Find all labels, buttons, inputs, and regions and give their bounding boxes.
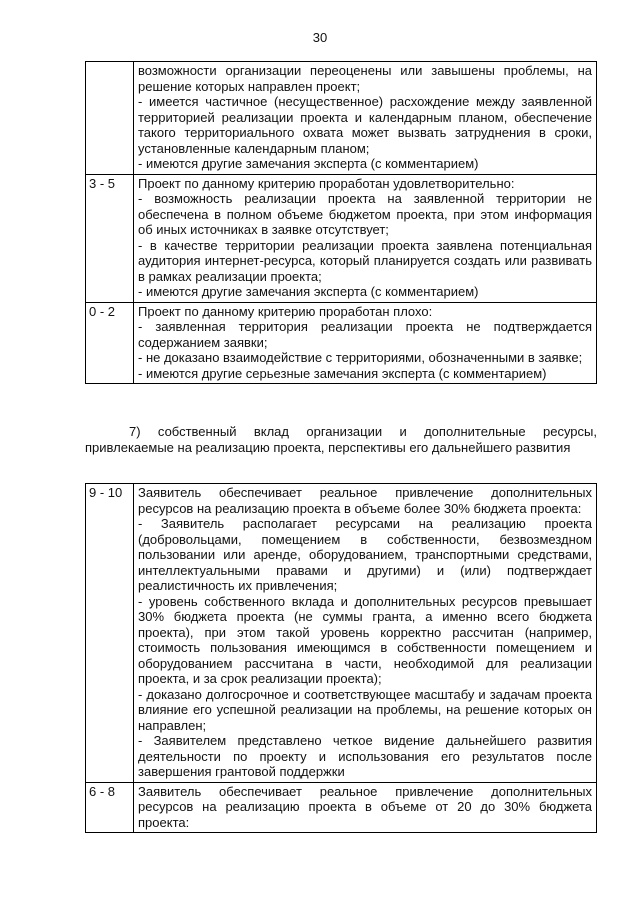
table-row: [86, 782, 597, 833]
description-line: - в качестве территории реализации проекта заявлена потенциальная аудитория интернет-ресурса, который планируется создать или развивать в рамках реализации проекта;: [138, 237, 592, 284]
description-line: - имеются другие серьезные замечания эксперта (с комментарием): [138, 365, 547, 381]
table-row: [86, 174, 597, 302]
score-cell: [86, 62, 134, 175]
description-cell: [134, 302, 597, 384]
description-line: Заявитель обеспечивает реальное привлечение дополнительных ресурсов на реализацию проекта в объеме от 20 до 30% бюджета проекта:: [138, 783, 592, 830]
description-line: - Заявителем представлено четкое видение дальнейшего развития деятельности по проекту и использования его результатов после завершения грантовой поддержки: [138, 733, 592, 779]
description-line: - уровень собственного вклада и дополнительных ресурсов превышает 30% бюджета проекта (не суммы гранта, а именно всего бюджета проекта), при этом такой уровень корректно рассчитан (например, стоимость пользования имеющимся в собственности помещением и оборудованием рассчитана в части, необходимой для реализации проекта, и за срок реализации проекта);: [138, 593, 592, 686]
score-cell: 9 - 10: [86, 484, 134, 783]
description-cell: [134, 782, 597, 833]
description-line: Проект по данному критерию проработан плохо:: [138, 303, 433, 319]
description-line: Проект по данному критерию проработан удовлетворительно:: [138, 175, 515, 191]
description-line: - имеются другие замечания эксперта (с комментарием): [138, 284, 479, 299]
description-line: - Заявитель располагает ресурсами на реализацию проекта (добровольцами, помещением в собственности, безвозмездном пользовании или аренде, оборудованием, транспортными средствами, интеллектуальными правами и другими) и (или) подтверждает реалистичность их привлечения;: [138, 516, 592, 593]
table-row: [86, 62, 597, 175]
description-cell: [134, 484, 597, 783]
section-heading: 7) собственный вклад организации и дополнительные ресурсы, привлекаемые на реализацию проекта, перспективы его дальнейшего развития: [85, 424, 597, 455]
table-row: [86, 484, 597, 783]
table-row: [86, 302, 597, 384]
score-cell: 0 - 2: [86, 302, 134, 384]
page-number: 30: [312, 30, 328, 45]
description-line: - имеется частичное (несущественное) расхождение между заявленной территорией реализации проекта и календарным планом, обеспечение такого территориального охвата может вызвать затруднения в сроки, установленные календарным планом;: [138, 94, 592, 156]
description-line: - имеются другие замечания эксперта (с комментарием): [138, 156, 479, 171]
description-line: Заявитель обеспечивает реальное привлечение дополнительных ресурсов на реализацию проекта в объеме более 30% бюджета проекта:: [138, 485, 592, 516]
description-cell: [134, 174, 597, 302]
description-line: - возможность реализации проекта на заявленной территории не обеспечена в полном объеме бюджетом проекта, при этом информация об иных источниках в заявке отсутствует;: [138, 191, 592, 237]
description-line: - заявленная территория реализации проекта не подтверждается содержанием заявки;: [138, 319, 592, 350]
score-cell: 6 - 8: [86, 782, 134, 833]
description-line: возможности организации переоценены или завышены проблемы, на решение которых направлен проект;: [138, 63, 592, 94]
criteria-table-location: [85, 61, 597, 384]
description-line: - не доказано взаимодействие с территориями, обозначенными в заявке;: [138, 350, 583, 365]
criteria-table-own-contribution: [85, 483, 597, 833]
description-cell: [134, 62, 597, 175]
description-line: - доказано долгосрочное и соответствующее масштабу и задачам проекта влияние его успешной реализации на проблемы, на решение которых он направлен;: [138, 686, 592, 733]
score-cell: 3 - 5: [86, 174, 134, 302]
